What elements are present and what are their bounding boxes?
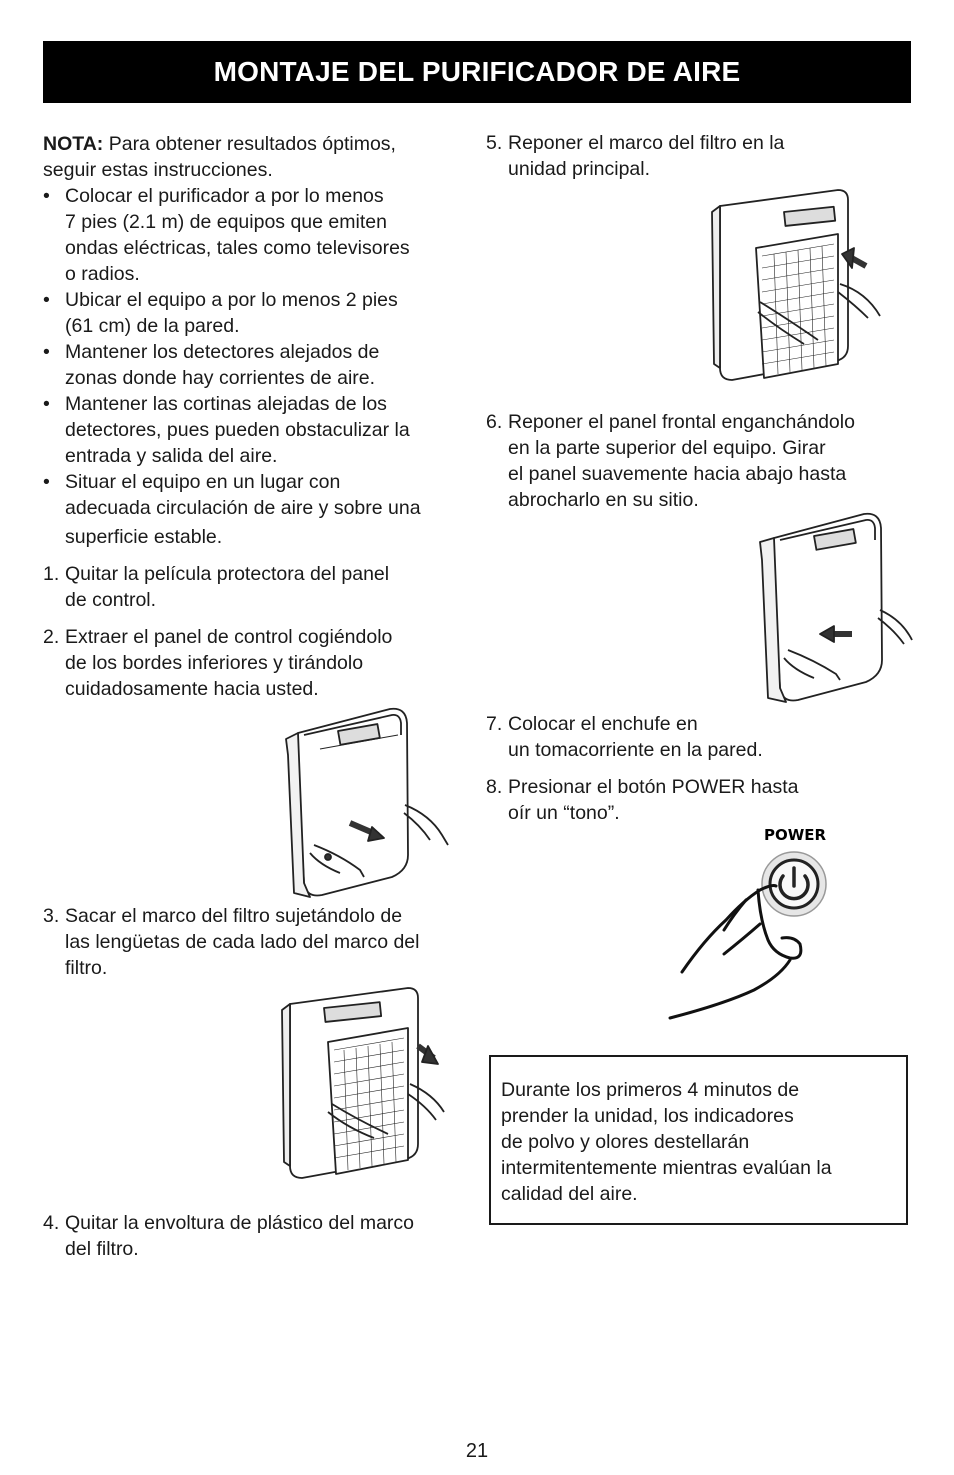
step-line: un tomacorriente en la pared. — [508, 739, 763, 761]
notice-line: intermitentemente mientras evalúan la — [501, 1157, 832, 1179]
step-line: del filtro. — [65, 1238, 139, 1260]
power-button-press-icon — [664, 820, 844, 1024]
bullet-line: o radios. — [65, 263, 140, 285]
bullet-line: detectores, pues pueden obstaculizar la — [65, 419, 410, 441]
step-line: unidad principal. — [508, 158, 651, 180]
bullet-line: Situar el equipo en un lugar con — [65, 471, 341, 493]
step-line: Reponer el panel frontal enganchándolo — [508, 411, 855, 433]
step-line: Colocar el enchufe en — [508, 713, 698, 735]
bullet-line: 7 pies (2.1 m) de equipos que emiten — [65, 211, 387, 233]
bullet-line: Ubicar el equipo a por lo menos 2 pies — [65, 289, 398, 311]
bullet-line: Mantener los detectores alejados de — [65, 341, 380, 363]
step-line: las lengüetas de cada lado del marco del — [65, 931, 420, 953]
step-line: de control. — [65, 589, 157, 611]
step-line: abrocharlo en su sitio. — [508, 489, 699, 511]
step-line: Extraer el panel de control cogiéndolo — [65, 626, 393, 648]
step-number: 3. — [43, 905, 60, 927]
panel-replace-icon — [752, 510, 916, 704]
notice-text — [501, 1077, 896, 1207]
step-line: filtro. — [65, 957, 108, 979]
notice-box — [489, 1055, 908, 1225]
bullet-line: ondas eléctricas, tales como televisores — [65, 237, 410, 259]
note-line-2: seguir estas instrucciones. — [43, 159, 273, 181]
bullet-line: (61 cm) de la pared. — [65, 315, 240, 337]
step-line: el panel suavemente hacia abajo hasta — [508, 463, 847, 485]
note-text: Para obtener resultados óptimos, — [103, 133, 396, 155]
bullet-line: Colocar el purificador a por lo menos — [65, 185, 384, 207]
bullet-line: zonas donde hay corrientes de aire. — [65, 367, 376, 389]
filter-insert-icon — [708, 188, 884, 384]
notice-line: calidad del aire. — [501, 1183, 638, 1205]
note-line-1 — [43, 131, 396, 157]
step-number: 1. — [43, 563, 60, 585]
bullet-line: Mantener las cortinas alejadas de los — [65, 393, 387, 415]
step-line: en la parte superior del equipo. Girar — [508, 437, 826, 459]
notice-line: de polvo y olores destellarán — [501, 1131, 750, 1153]
bullet-line: adecuada circulación de aire y sobre una — [65, 497, 421, 519]
step-number: 6. — [486, 411, 503, 433]
bullet-line: entrada y salida del aire. — [65, 445, 278, 467]
step-line: cuidadosamente hacia usted. — [65, 678, 319, 700]
step-line: Reponer el marco del filtro en la — [508, 132, 785, 154]
notice-line: Durante los primeros 4 minutos de — [501, 1079, 800, 1101]
note-label: NOTA: — [43, 133, 104, 155]
step-line: Presionar el botón POWER hasta — [508, 776, 799, 798]
step-number: 4. — [43, 1212, 60, 1234]
step-line: Sacar el marco del filtro sujetándolo de — [65, 905, 403, 927]
page-title: MONTAJE DEL PURIFICADOR DE AIRE — [43, 41, 911, 103]
page-number: 21 — [465, 1440, 489, 1462]
step-line: de los bordes inferiores y tirándolo — [65, 652, 364, 674]
purifier-panel-removal-icon — [280, 705, 450, 900]
power-label: POWER — [764, 826, 827, 844]
step-number: 8. — [486, 776, 503, 798]
step-number: 2. — [43, 626, 60, 648]
step-number: 5. — [486, 132, 503, 154]
bullet-line: superficie estable. — [65, 526, 223, 548]
step-line: oír un “tono”. — [508, 802, 620, 824]
step-line: Quitar la envoltura de plástico del marco — [65, 1212, 415, 1234]
step-line: Quitar la película protectora del panel — [65, 563, 390, 585]
notice-line: prender la unidad, los indicadores — [501, 1105, 794, 1127]
filter-removal-icon — [278, 984, 448, 1180]
step-number: 7. — [486, 713, 503, 735]
